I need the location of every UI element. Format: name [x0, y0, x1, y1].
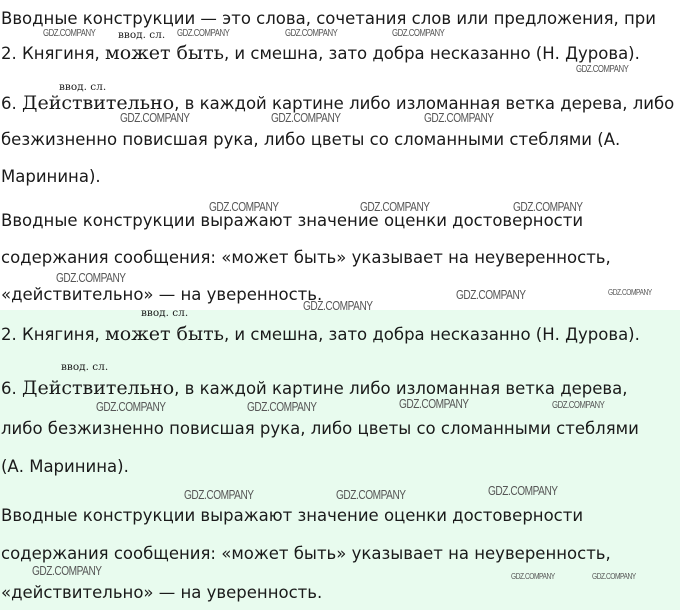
sentence-6-end: (А. Маринина). [1, 457, 129, 476]
watermark: GDZ.COMPANY [552, 400, 605, 411]
watermark: GDZ.COMPANY [608, 287, 652, 297]
watermark: GDZ.COMPANY [285, 28, 338, 39]
watermark: GDZ.COMPANY [592, 571, 636, 581]
intro-text: Вводные конструкции — это слова, сочетания слов или предложения, при [1, 9, 656, 28]
intro-note: ввод. сл. [118, 29, 166, 41]
watermark: GDZ.COMPANY [247, 399, 317, 414]
watermark: GDZ.COMPANY [43, 28, 96, 39]
sentence-6: 6. Действительно, в каждой картине либо изломанная ветка дерева, либо [1, 92, 675, 114]
sentence-6-cont: либо безжизненно повисшая рука, либо цветы со сломанными стеблями [1, 419, 639, 438]
sentence-6-end: Маринина). [1, 167, 101, 186]
watermark: GDZ.COMPANY [360, 199, 430, 214]
watermark: GDZ.COMPANY [456, 287, 526, 302]
watermark: GDZ.COMPANY [576, 64, 629, 75]
explanation-2: содержания сообщения: «может быть» указывает на неуверенность, [1, 248, 611, 267]
watermark: GDZ.COMPANY [209, 199, 279, 214]
watermark: GDZ.COMPANY [488, 483, 558, 498]
sentence-2: 2. Княгиня, может быть, и смешна, зато добра несказанно (Н. Дурова). [1, 323, 640, 345]
handwritten-phrase: может быть [105, 42, 224, 64]
handwritten-word: Действительно [22, 92, 175, 114]
watermark: GDZ.COMPANY [32, 563, 102, 578]
watermark: GDZ.COMPANY [392, 28, 445, 39]
watermark: GDZ.COMPANY [399, 396, 469, 411]
watermark: GDZ.COMPANY [120, 110, 190, 125]
note-label: ввод. сл. [141, 307, 189, 319]
explanation-1: Вводные конструкции выражают значение оценки достоверности [1, 211, 584, 230]
watermark: GDZ.COMPANY [271, 110, 341, 125]
watermark: GDZ.COMPANY [513, 199, 583, 214]
watermark: GDZ.COMPANY [303, 298, 373, 313]
note-label: ввод. сл. [59, 81, 107, 93]
sentence-6-cont: безжизненно повисшая рука, либо цветы со сломанными стеблями (А. [1, 130, 621, 149]
handwritten-word: Действительно [22, 377, 175, 399]
sentence-6: 6. Действительно, в каждой картине либо изломанная ветка дерева, [1, 377, 628, 399]
handwritten-phrase: может быть [105, 323, 224, 345]
explanation-1: Вводные конструкции выражают значение оценки достоверности [1, 506, 584, 525]
watermark: GDZ.COMPANY [424, 110, 494, 125]
watermark: GDZ.COMPANY [511, 571, 555, 581]
explanation-3: «действительно» — на уверенность. [1, 285, 323, 304]
explanation-2: содержания сообщения: «может быть» указывает на неуверенность, [1, 544, 611, 563]
watermark: GDZ.COMPANY [177, 28, 230, 39]
note-label: ввод. сл. [61, 361, 109, 373]
watermark: GDZ.COMPANY [96, 399, 166, 414]
watermark: GDZ.COMPANY [184, 487, 254, 502]
explanation-3: «действительно» — на уверенность. [1, 583, 323, 602]
sentence-2: 2. Княгиня, может быть, и смешна, зато добра несказанно (Н. Дурова). [1, 42, 640, 64]
watermark: GDZ.COMPANY [336, 487, 406, 502]
watermark: GDZ.COMPANY [56, 270, 126, 285]
